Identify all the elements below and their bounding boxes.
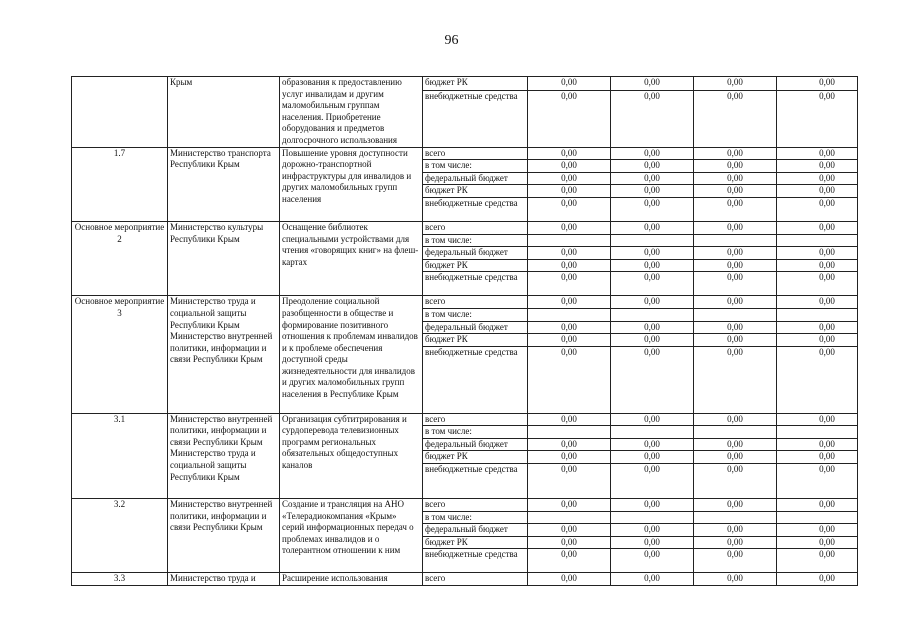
funding-source-cell: федеральный бюджет — [423, 524, 528, 537]
amount-cell: 0,00 — [611, 172, 694, 185]
funding-source-cell: в том числе: — [423, 511, 528, 524]
amount-cell: 0,00 — [611, 321, 694, 334]
amount-cell: 0,00 — [528, 221, 611, 234]
amount-cell: 0,00 — [777, 90, 858, 147]
funding-source-cell: всего — [423, 296, 528, 309]
amount-cell: 0,00 — [694, 90, 777, 147]
amount-cell: 0,00 — [694, 451, 777, 464]
amount-cell: 0,00 — [777, 536, 858, 549]
amount-cell — [694, 308, 777, 321]
amount-cell — [777, 234, 858, 247]
action-cell: Создание и трансляция на АНО «Телерадиокомпания «Крым» серий информационных передач о проблемах инвалидов и о толерантном отношении к ним — [280, 499, 423, 573]
amount-cell: 0,00 — [528, 272, 611, 296]
amount-cell: 0,00 — [611, 272, 694, 296]
amount-cell: 0,00 — [777, 549, 858, 573]
funding-source-cell: бюджет РК — [423, 77, 528, 91]
table-row — [72, 77, 858, 91]
amount-cell: 0,00 — [694, 549, 777, 573]
amount-cell: 0,00 — [611, 77, 694, 91]
table-row — [72, 499, 858, 512]
funding-source-cell: в том числе: — [423, 426, 528, 439]
amount-cell — [528, 234, 611, 247]
amount-cell: 0,00 — [611, 160, 694, 173]
table-row — [72, 296, 858, 309]
amount-cell: 0,00 — [694, 524, 777, 537]
amount-cell: 0,00 — [528, 259, 611, 272]
amount-cell — [611, 426, 694, 439]
funding-source-cell: внебюджетные средства — [423, 90, 528, 147]
table-row — [72, 573, 858, 586]
amount-cell: 0,00 — [528, 524, 611, 537]
amount-cell: 0,00 — [777, 185, 858, 198]
amount-cell: 0,00 — [694, 536, 777, 549]
row-number-cell: 1.7 — [72, 147, 168, 221]
amount-cell: 0,00 — [777, 172, 858, 185]
amount-cell: 0,00 — [611, 524, 694, 537]
amount-cell: 0,00 — [611, 296, 694, 309]
amount-cell: 0,00 — [611, 90, 694, 147]
amount-cell: 0,00 — [694, 413, 777, 426]
action-cell: образования к предоставлению услуг инвалидам и другим маломобильным группам населения. Приобретение оборудования и предметов долгосрочного использования — [280, 77, 423, 148]
amount-cell: 0,00 — [777, 573, 858, 586]
funding-source-cell: федеральный бюджет — [423, 438, 528, 451]
amount-cell: 0,00 — [777, 524, 858, 537]
amount-cell: 0,00 — [777, 346, 858, 413]
executor-cell: Министерство культуры Республики Крым — [168, 221, 280, 295]
amount-cell: 0,00 — [694, 247, 777, 260]
amount-cell: 0,00 — [611, 334, 694, 347]
amount-cell: 0,00 — [528, 321, 611, 334]
amount-cell: 0,00 — [528, 346, 611, 413]
executor-cell: Министерство транспорта Республики Крым — [168, 147, 280, 221]
amount-cell: 0,00 — [611, 147, 694, 160]
amount-cell: 0,00 — [611, 413, 694, 426]
amount-cell: 0,00 — [694, 346, 777, 413]
amount-cell: 0,00 — [694, 172, 777, 185]
amount-cell: 0,00 — [528, 549, 611, 573]
amount-cell: 0,00 — [777, 247, 858, 260]
amount-cell: 0,00 — [528, 160, 611, 173]
amount-cell: 0,00 — [611, 185, 694, 198]
amount-cell: 0,00 — [694, 499, 777, 512]
amount-cell: 0,00 — [611, 197, 694, 221]
funding-source-cell: в том числе: — [423, 308, 528, 321]
amount-cell: 0,00 — [777, 321, 858, 334]
budget-table — [71, 76, 858, 586]
funding-source-cell: федеральный бюджет — [423, 321, 528, 334]
row-number-cell: 3.2 — [72, 499, 168, 573]
table-row — [72, 413, 858, 426]
amount-cell: 0,00 — [694, 185, 777, 198]
amount-cell: 0,00 — [694, 296, 777, 309]
amount-cell: 0,00 — [777, 413, 858, 426]
executor-cell: Министерство труда и социальной защиты Республики Крым Министерство внутренней политики, информации и связи Республики Крым — [168, 296, 280, 413]
amount-cell: 0,00 — [528, 413, 611, 426]
funding-source-cell: федеральный бюджет — [423, 172, 528, 185]
funding-source-cell: внебюджетные средства — [423, 464, 528, 499]
funding-source-cell: федеральный бюджет — [423, 247, 528, 260]
amount-cell: 0,00 — [528, 172, 611, 185]
amount-cell: 0,00 — [694, 160, 777, 173]
amount-cell: 0,00 — [611, 549, 694, 573]
amount-cell: 0,00 — [777, 451, 858, 464]
row-number-cell: Основное мероприятие 3 — [72, 296, 168, 413]
amount-cell — [694, 234, 777, 247]
funding-source-cell: внебюджетные средства — [423, 346, 528, 413]
amount-cell: 0,00 — [694, 197, 777, 221]
table-row — [72, 147, 858, 160]
amount-cell — [611, 234, 694, 247]
amount-cell: 0,00 — [777, 499, 858, 512]
funding-source-cell: всего — [423, 573, 528, 586]
amount-cell — [694, 426, 777, 439]
amount-cell: 0,00 — [611, 464, 694, 499]
amount-cell: 0,00 — [528, 334, 611, 347]
funding-source-cell: бюджет РК — [423, 259, 528, 272]
funding-source-cell: внебюджетные средства — [423, 197, 528, 221]
amount-cell: 0,00 — [694, 221, 777, 234]
amount-cell: 0,00 — [611, 221, 694, 234]
funding-source-cell: внебюджетные средства — [423, 272, 528, 296]
amount-cell: 0,00 — [777, 334, 858, 347]
amount-cell: 0,00 — [777, 197, 858, 221]
funding-source-cell: внебюджетные средства — [423, 549, 528, 573]
amount-cell: 0,00 — [611, 247, 694, 260]
executor-cell: Министерство внутренней политики, информации и связи Республики Крым — [168, 499, 280, 573]
funding-source-cell: в том числе: — [423, 160, 528, 173]
amount-cell — [694, 511, 777, 524]
funding-source-cell: всего — [423, 499, 528, 512]
amount-cell: 0,00 — [694, 321, 777, 334]
amount-cell: 0,00 — [528, 438, 611, 451]
amount-cell: 0,00 — [528, 185, 611, 198]
row-number-cell — [72, 77, 168, 148]
funding-source-cell: всего — [423, 221, 528, 234]
amount-cell: 0,00 — [528, 464, 611, 499]
amount-cell — [528, 511, 611, 524]
amount-cell: 0,00 — [528, 147, 611, 160]
amount-cell: 0,00 — [611, 259, 694, 272]
amount-cell: 0,00 — [694, 259, 777, 272]
row-number-cell: 3.1 — [72, 413, 168, 498]
amount-cell: 0,00 — [528, 197, 611, 221]
amount-cell: 0,00 — [528, 536, 611, 549]
budget-table-body — [72, 77, 858, 586]
amount-cell: 0,00 — [611, 573, 694, 586]
funding-source-cell: всего — [423, 147, 528, 160]
amount-cell — [777, 308, 858, 321]
amount-cell — [528, 426, 611, 439]
page-number: 96 — [444, 33, 459, 48]
funding-source-cell: бюджет РК — [423, 451, 528, 464]
amount-cell: 0,00 — [694, 147, 777, 160]
action-cell: Повышение уровня доступности дорожно-транспортной инфраструктуры для инвалидов и других маломобильных групп населения — [280, 147, 423, 221]
table-row — [72, 221, 858, 234]
amount-cell — [777, 426, 858, 439]
amount-cell: 0,00 — [777, 77, 858, 91]
amount-cell: 0,00 — [528, 499, 611, 512]
funding-source-cell: бюджет РК — [423, 185, 528, 198]
funding-source-cell: в том числе: — [423, 234, 528, 247]
amount-cell: 0,00 — [777, 464, 858, 499]
funding-source-cell: бюджет РК — [423, 536, 528, 549]
amount-cell: 0,00 — [777, 272, 858, 296]
amount-cell: 0,00 — [777, 160, 858, 173]
amount-cell: 0,00 — [694, 77, 777, 91]
action-cell: Оснащение библиотек специальными устройствами для чтения «говорящих книг» на флеш-картах — [280, 221, 423, 295]
amount-cell — [611, 308, 694, 321]
amount-cell: 0,00 — [694, 438, 777, 451]
row-number-cell: Основное мероприятие 2 — [72, 221, 168, 295]
amount-cell — [611, 511, 694, 524]
action-cell: Преодоление социальной разобщенности в обществе и формирование позитивного отношения к проблемам инвалидов и к проблеме обеспечения доступной среды жизнедеятельности для инвалидов и других маломобильных групп населения в Республике Крым — [280, 296, 423, 413]
executor-cell: Министерство внутренней политики, информации и связи Республики Крым Министерство труда и социальной защиты Республики Крым — [168, 413, 280, 498]
amount-cell: 0,00 — [694, 272, 777, 296]
amount-cell: 0,00 — [694, 464, 777, 499]
amount-cell: 0,00 — [611, 451, 694, 464]
executor-cell: Крым — [168, 77, 280, 148]
funding-source-cell: всего — [423, 413, 528, 426]
amount-cell: 0,00 — [528, 247, 611, 260]
amount-cell: 0,00 — [528, 90, 611, 147]
row-number-cell: 3.3 — [72, 573, 168, 586]
amount-cell: 0,00 — [528, 296, 611, 309]
action-cell: Организация субтитрирования и сурдоперевода телевизионных программ региональных обязательных общедоступных каналов — [280, 413, 423, 498]
amount-cell: 0,00 — [777, 296, 858, 309]
amount-cell: 0,00 — [528, 451, 611, 464]
amount-cell: 0,00 — [528, 77, 611, 91]
amount-cell: 0,00 — [777, 259, 858, 272]
amount-cell — [777, 511, 858, 524]
funding-source-cell: бюджет РК — [423, 334, 528, 347]
amount-cell: 0,00 — [777, 438, 858, 451]
amount-cell: 0,00 — [694, 573, 777, 586]
amount-cell: 0,00 — [777, 221, 858, 234]
amount-cell: 0,00 — [611, 499, 694, 512]
amount-cell: 0,00 — [694, 334, 777, 347]
amount-cell — [528, 308, 611, 321]
amount-cell: 0,00 — [611, 536, 694, 549]
executor-cell: Министерство труда и — [168, 573, 280, 586]
action-cell: Расширение использования — [280, 573, 423, 586]
amount-cell: 0,00 — [611, 346, 694, 413]
amount-cell: 0,00 — [777, 147, 858, 160]
amount-cell: 0,00 — [611, 438, 694, 451]
amount-cell: 0,00 — [528, 573, 611, 586]
